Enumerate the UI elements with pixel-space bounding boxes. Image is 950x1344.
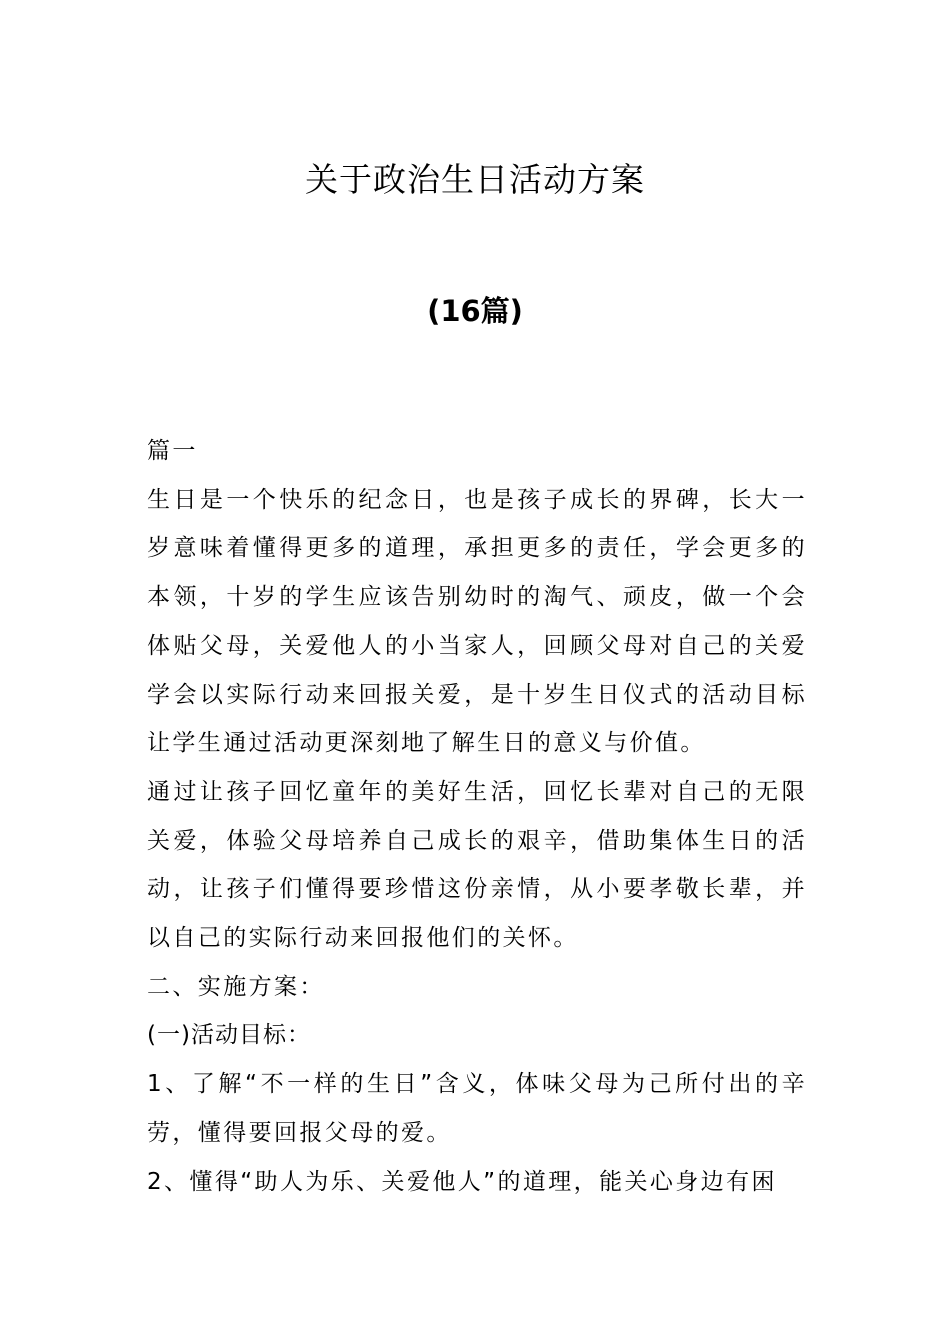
document-title: 关于政治生日活动方案 [305,160,645,199]
paragraph-purpose: 通过让孩子回忆童年的美好生活，回忆长辈对自己的无限关爱，体验父母培养自己成长的艰辛，借助集体生日的活动，让孩子们懂得要珍惜这份亲情，从小要孝敬长辈，并以自己的实际行动来回报他们的关怀。 [147,778,807,952]
heading-activity-goals: (一)活动目标： [147,1022,311,1049]
document-subtitle: (16篇) [427,294,523,328]
paragraph-intro: 生日是一个快乐的纪念日，也是孩子成长的界碑，长大一岁意味着懂得更多的道理，承担更多的责任，学会更多的本领，十岁的学生应该告别幼时的淘气、顽皮，做一个会体贴父母，关爱他人的小当家人，回顾父母对自己的关爱学会以实际行动来回报关爱，是十岁生日仪式的活动目标让学生通过活动更深刻地了解生日的意义与价值。 [147,486,807,757]
list-item-goal-2: 2、懂得“助人为乐、关爱他人”的道理，能关心身边有困 [147,1168,777,1195]
heading-implementation-plan: 二、实施方案： [147,973,325,1000]
section-label: 篇一 [147,438,198,464]
list-item-goal-1: 1、了解“不一样的生日”含义，体味父母为己所付出的辛劳，懂得要回报父母的爱。 [147,1071,807,1146]
document-body [147,427,807,1206]
